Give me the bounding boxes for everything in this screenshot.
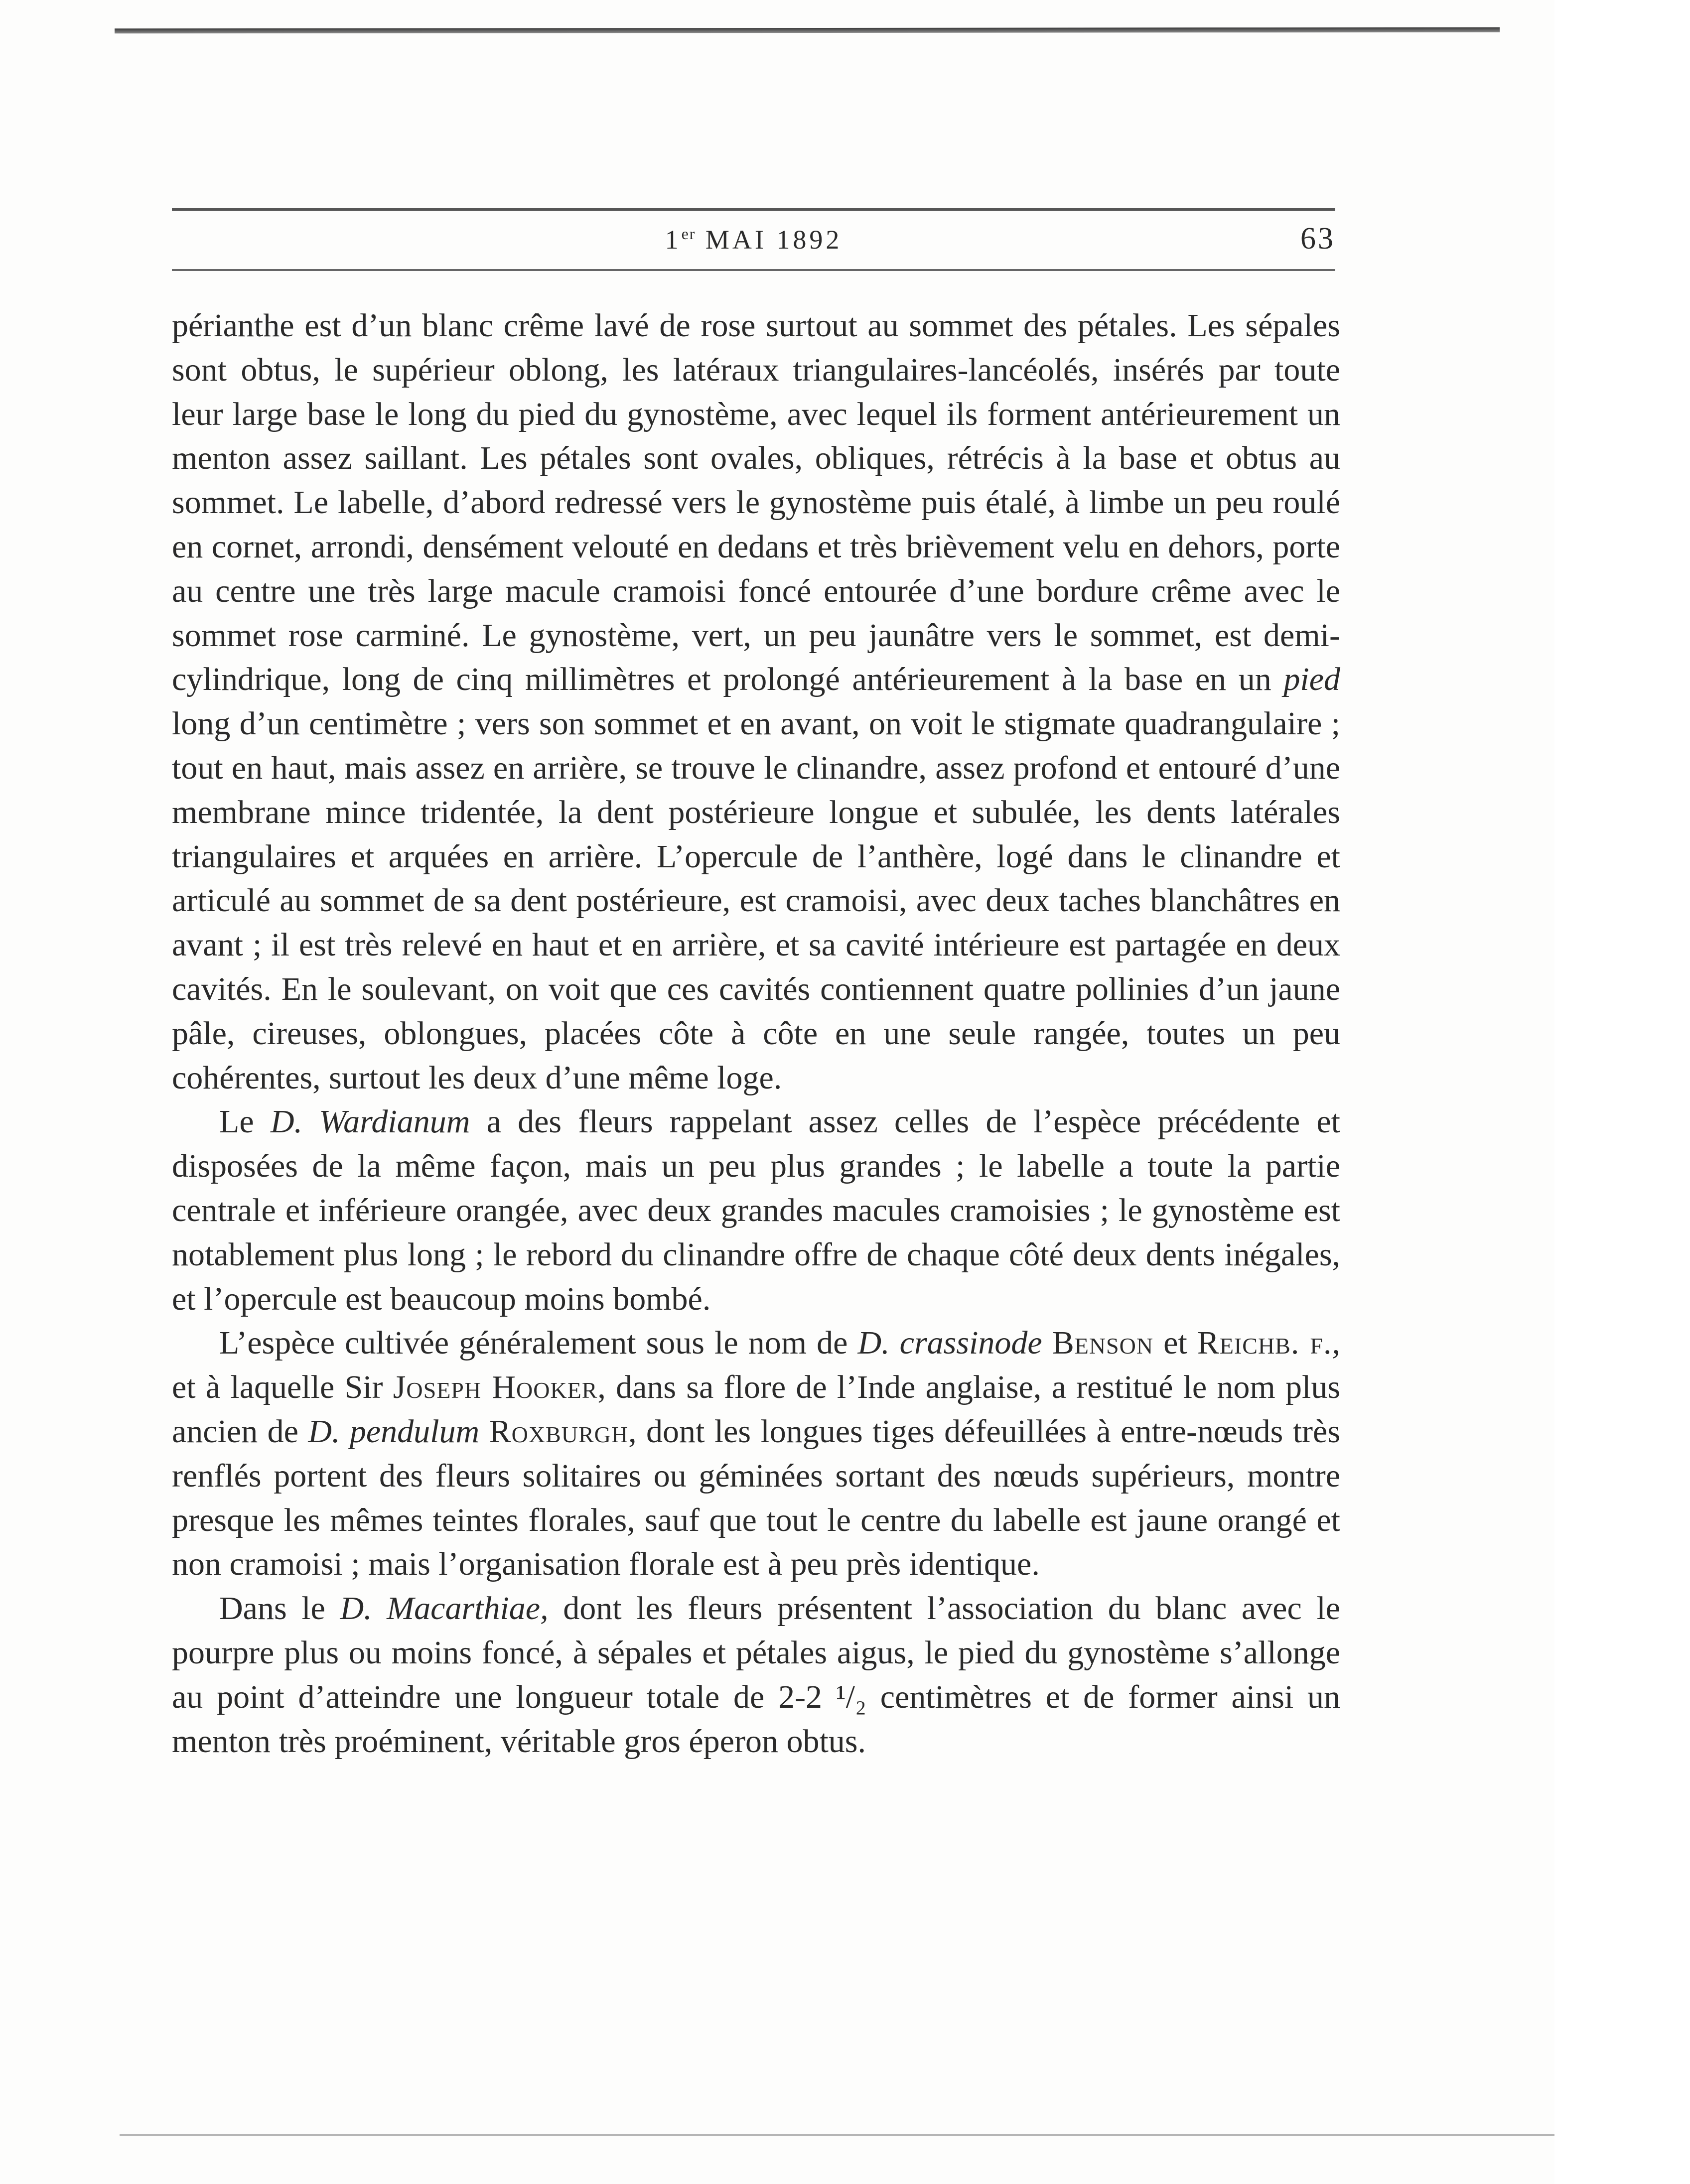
page-number: 63 bbox=[1300, 222, 1335, 256]
italic-run: D. crassinode bbox=[857, 1325, 1042, 1362]
page-header bbox=[172, 214, 1335, 264]
text-run: Dans le bbox=[219, 1590, 340, 1627]
text-run: , et à laquelle Sir bbox=[172, 1325, 1341, 1406]
body-text bbox=[172, 304, 1340, 1764]
italic-run: D. Wardianum bbox=[270, 1103, 470, 1140]
text-run: a des fleurs rappelant assez celles de l’espèce précédente et disposées de la même façon, mais un peu plus grandes ; le labelle a toute la partie centrale et inférieure orangée, avec deux grandes macules cramoisies ; le gynostème est notablement plus long ; le rebord du clinandre offre de chaque côté deux dents inégales, et l’opercule est beaucoup moins bombé. bbox=[172, 1103, 1340, 1317]
text-run: L’espèce cultivée généralement sous le nom de bbox=[219, 1325, 858, 1362]
paragraph bbox=[172, 1321, 1340, 1587]
paragraph bbox=[172, 304, 1340, 1100]
text-run: Le bbox=[219, 1103, 271, 1140]
text-run bbox=[479, 1413, 489, 1450]
header-rule-bottom bbox=[172, 269, 1335, 271]
paragraph bbox=[172, 1100, 1340, 1321]
italic-run: D. Macarthiae, bbox=[340, 1590, 549, 1627]
text-run: , dont les longues tiges défeuillées à entre-nœuds très renflés portent des fleurs solitaires ou géminées sortant des nœuds supérieurs, montre presque les mêmes teintes florales, sauf que tout le centre du labelle est jaune orangé et non cramoisi ; mais l’organisation florale est à peu près identique. bbox=[172, 1413, 1341, 1583]
text-run bbox=[1042, 1325, 1052, 1361]
small-caps-run: Joseph Hooker bbox=[393, 1369, 598, 1406]
paragraph bbox=[172, 1587, 1340, 1764]
text-run: périanthe est d’un blanc crême lavé de rose surtout au sommet des pétales. Les sépales sont obtus, le supérieur oblong, les latéraux triangulaires-lancéolés, insérés par toute leur large base le long du pied du gynostème, avec lequel ils forment antérieurement un menton assez saillant. Les pétales sont ovales, obliques, rétrécis à la base et obtus au sommet. Le labelle, d’abord redressé vers le gynostème puis étalé, à limbe un peu roulé en cornet, arrondi, densément velouté en dedans et très brièvement velu en dehors, porte au centre une très large macule cramoisi foncé entourée d’une bordure crême avec le sommet rose carminé. Le gynostème, vert, un peu jaunâtre vers le sommet, est demi-cylindrique, long de cinq millimètres et prolongé antérieurement à la base en un bbox=[172, 307, 1340, 698]
scan-shadow-top bbox=[115, 27, 1500, 33]
italic-run: pied bbox=[1283, 661, 1340, 698]
scan-shadow-bottom bbox=[120, 2134, 1559, 2136]
text-run: dont les fleurs présentent l’association du blanc avec le pourpre plus ou moins foncé, à sépales et pétales aigus, le pied du gynostème s’allonge au point d’atteindre une longueur totale de 2-2 ¹/₂ centimètres et de former ainsi un menton très proéminent, véritable gros éperon obtus. bbox=[172, 1590, 1340, 1760]
text-run: long d’un centimètre ; vers son sommet et en avant, on voit le stigmate quadrangulaire ; tout en haut, mais assez en arrière, se trouve le clinandre, assez profond et entouré d’une membrane mince tridentée, la dent postérieure longue et subulée, les dents latérales triangulaires et arquées en arrière. L’opercule de l’anthère, logé dans le clinandre et articulé au sommet de sa dent postérieure, est cramoisi, avec deux taches blanchâtres en avant ; il est très relevé en haut et en arrière, et sa cavité intérieure est partagée en deux cavités. En le soulevant, on voit que ces cavités contiennent quatre pollinies d’un jaune pâle, cireuses, oblongues, placées côte à côte en une seule rangée, toutes un peu cohérentes, surtout les deux d’une même loge. bbox=[172, 705, 1340, 1096]
small-caps-run: Roxburgh bbox=[489, 1413, 629, 1450]
italic-run: D. pendulum bbox=[308, 1413, 480, 1450]
text-run: , dans sa flore de l’Inde anglaise, a restitué le nom plus ancien de bbox=[172, 1369, 1340, 1450]
small-caps-run: Reichb. f. bbox=[1197, 1325, 1332, 1362]
running-head-date: 1er MAI 1892 bbox=[665, 225, 843, 255]
text-run: et bbox=[1153, 1325, 1197, 1362]
small-caps-run: Benson bbox=[1052, 1325, 1154, 1362]
header-rule-top bbox=[172, 208, 1335, 211]
scan-margin-right bbox=[1554, 0, 1690, 2184]
